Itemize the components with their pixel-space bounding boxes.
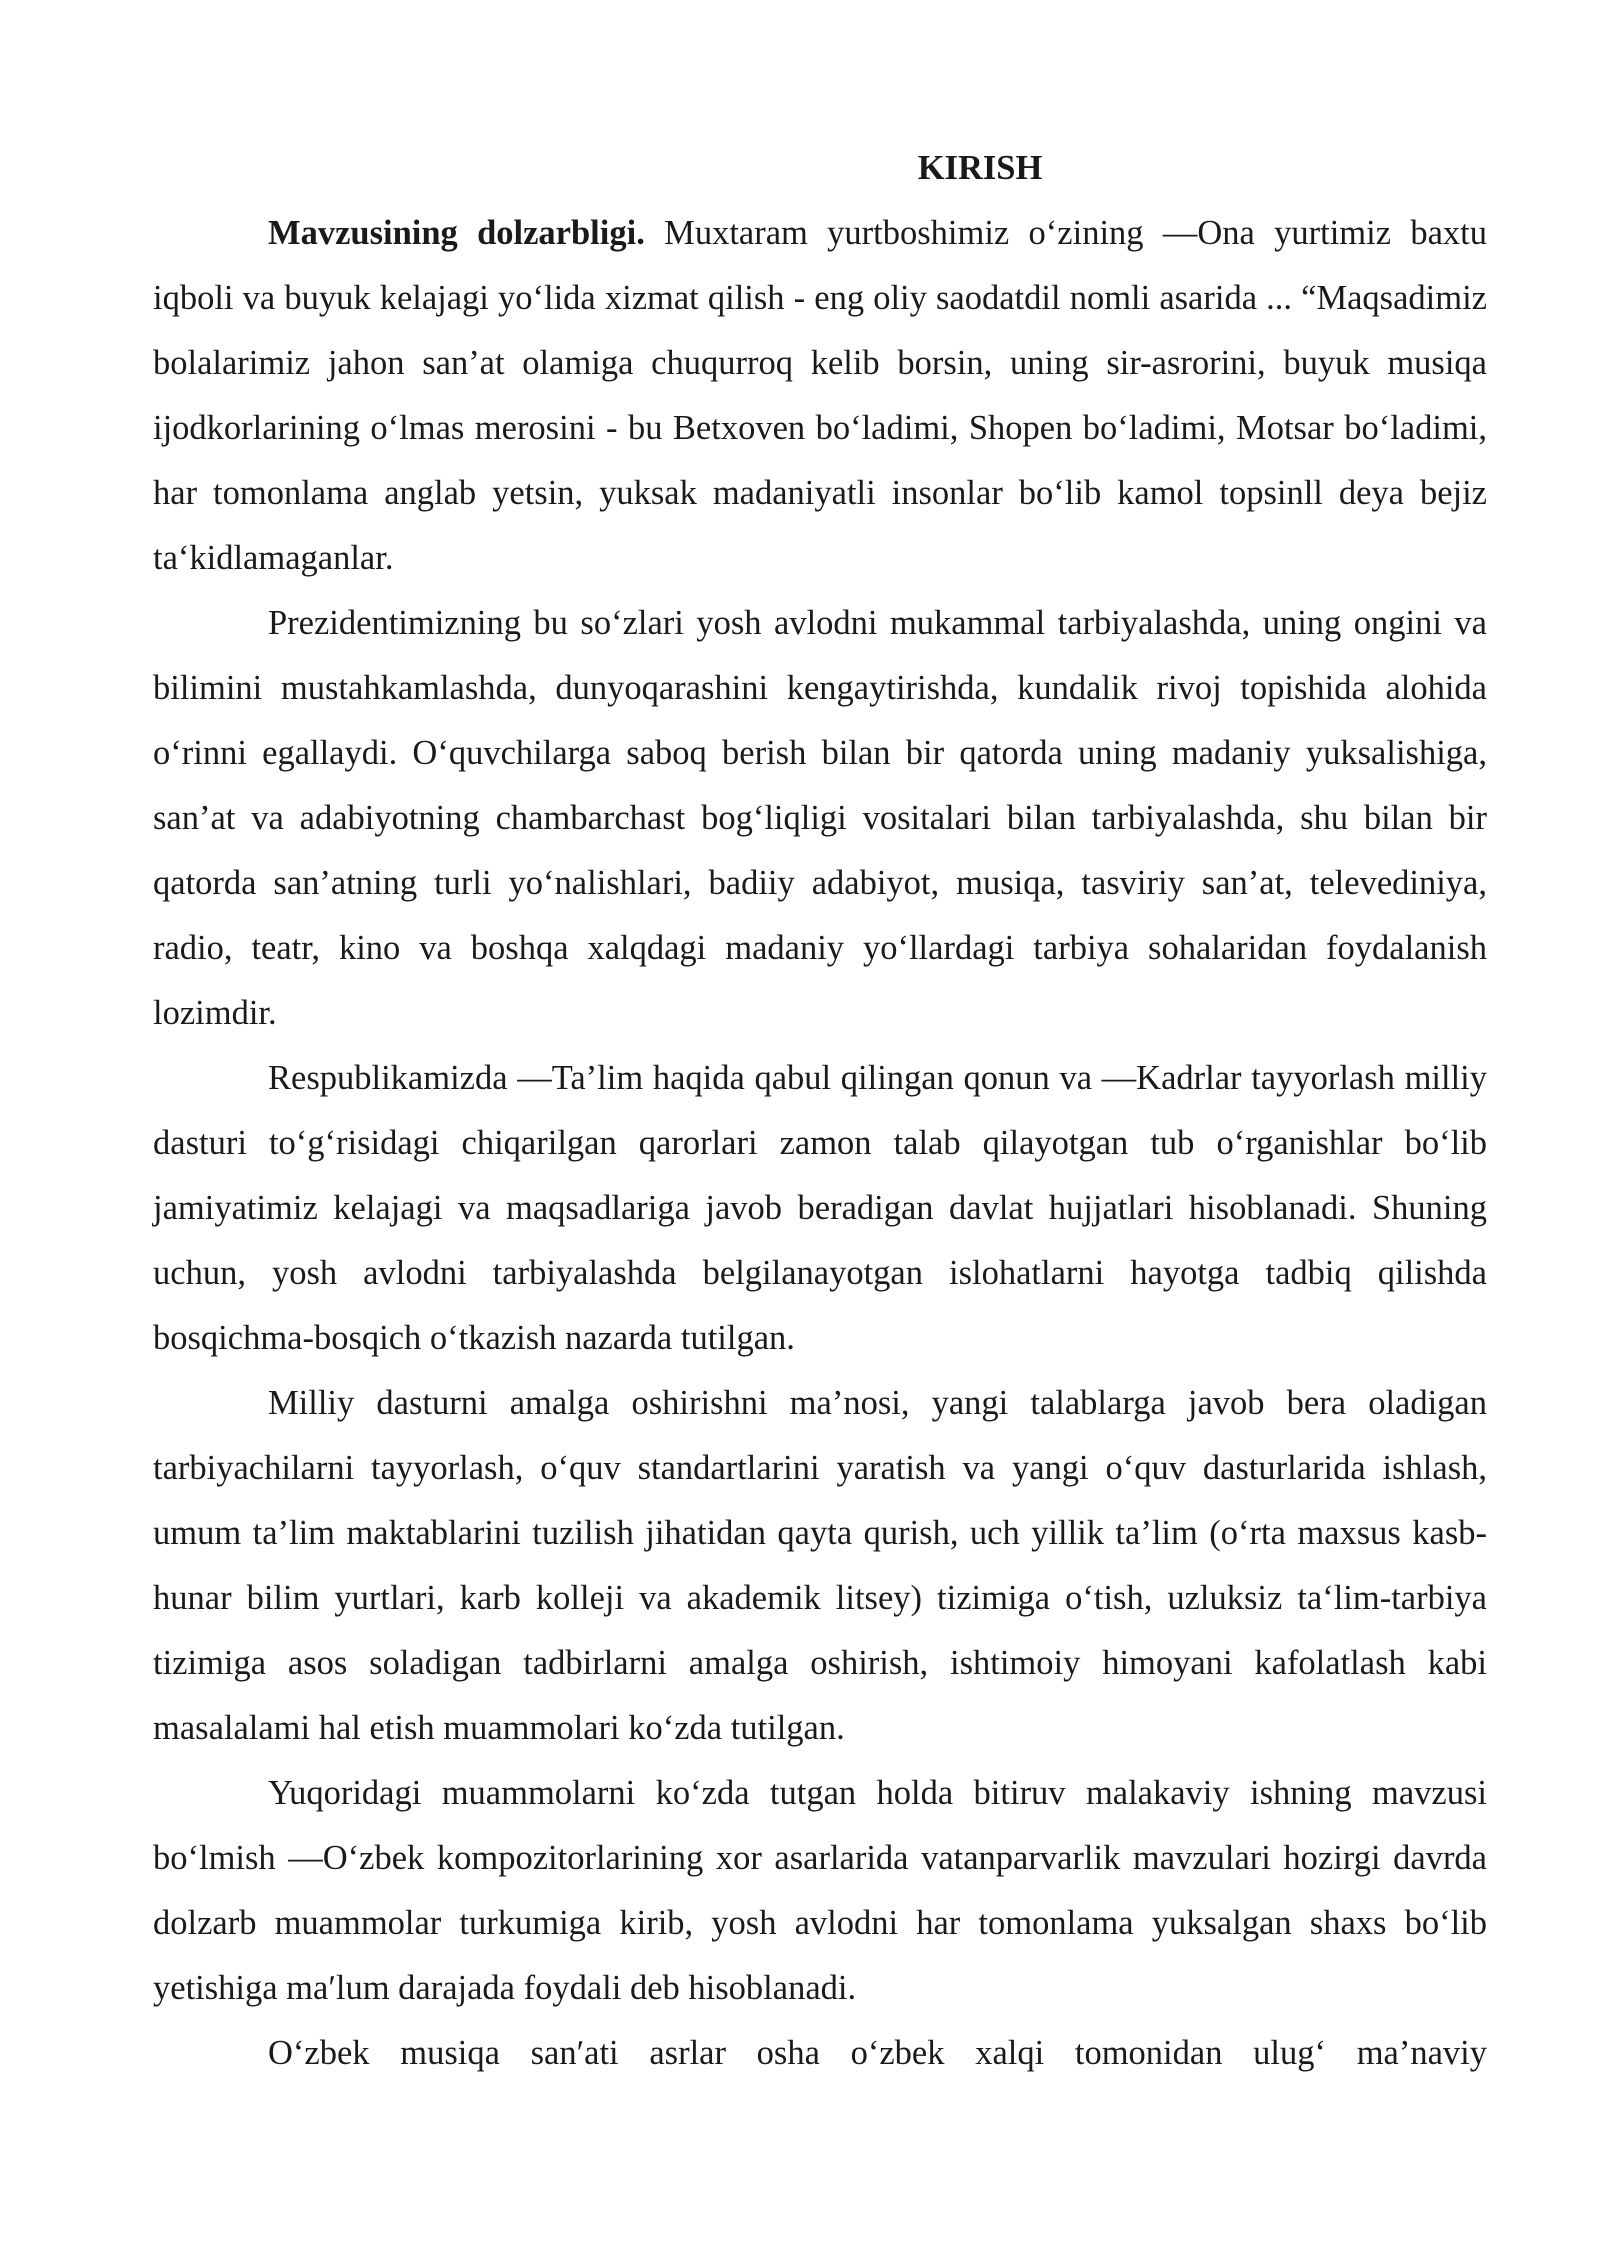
paragraph-text: Muxtaram yurtboshimiz o‘zining ―Ona yurtimiz baxtu iqboli va buyuk kelajagi yo‘lida xizmat qilish - eng oliy saodatdil nomli asarida ... “Maqsadimiz bolalarimiz jahon san’at olamiga chuqurroq kelib borsin, uning sir-asrorini, buyuk musiqa ijodkorlarining o‘lmas merosini - bu Betxoven bo‘ladimi, Shopen bo‘ladimi, Motsar bo‘ladimi, har tomonlama anglab yetsin, yuksak madaniyatli insonlar bo‘lib kamol topsinll deya bejiz ta‘kidlamaganlar. — [153, 214, 1487, 577]
paragraph — [153, 591, 1487, 1046]
paragraph-text: Prezidentimizning bu so‘zlari yosh avlodni mukammal tarbiyalashda, uning ongini va bilimini mustahkamlashda, dunyoqarashini kengaytirishda, kundalik rivoj topishida alohida o‘rinni egallaydi. O‘quvchilarga saboq berish bilan bir qatorda uning madaniy yuksalishiga, san’at va adabiyotning chambarchast bog‘liqligi vositalari bilan tarbiyalashda, shu bilan bir qatorda san’atning turli yo‘nalishlari, badiiy adabiyot, musiqa, tasviriy san’at, televediniya, radio, teatr, kino va boshqa xalqdagi madaniy yo‘llardagi tarbiya sohalaridan foydalanish lozimdir. — [153, 604, 1487, 1032]
paragraph — [153, 1761, 1487, 2021]
paragraph-text: Respublikamizda ―Ta’lim haqida qabul qilingan qonun va ―Kadrlar tayyorlash milliy dasturi to‘g‘risidagi chiqarilgan qarorlari zamon talab qilayotgan tub o‘rganishlar bo‘lib jamiyatimiz kelajagi va maqsadlariga javob beradigan davlat hujjatlari hisoblanadi. Shuning uchun, yosh avlodni tarbiyalashda belgilanayotgan islohatlarni hayotga tadbiq qilishda bosqichma-bosqich o‘tkazish nazarda tutilgan. — [153, 1059, 1487, 1357]
paragraph-relevance — [153, 201, 1487, 591]
paragraph-text: Yuqoridagi muammolarni ko‘zda tutgan holda bitiruv malakaviy ishning mavzusi bo‘lmish ―O‘zbek kompozitorlarining xor asarlarida vatanparvarlik mavzulari hozirgi davrda dolzarb muammolar turkumiga kirib, yosh avlodni har tomonlama yuksalgan shaxs bo‘lib yetishiga maʹlum darajada foydali deb hisoblanadi. — [153, 1774, 1487, 2007]
paragraph — [153, 2021, 1487, 2086]
document-title: KIRISH — [917, 149, 1043, 187]
paragraph — [153, 1046, 1487, 1371]
paragraph-text: O‘zbek musiqa sanʹati asrlar osha o‘zbek xalqi tomonidan ulug‘ ma’naviy — [268, 2034, 1487, 2072]
paragraph-lead: Mavzusining dolzarbligi. — [268, 214, 645, 252]
paragraph-text: Milliy dasturni amalga oshirishni ma’nosi, yangi talablarga javob bera oladigan tarbiyachilarni tayyorlash, o‘quv standartlarini yaratish va yangi o‘quv dasturlarida ishlash, umum ta’lim maktablarini tuzilish jihatidan qayta qurish, uch yillik ta’lim (o‘rta maxsus kasb-hunar bilim yurtlari, karb kolleji va akademik litsey) tizimiga o‘tish, uzluksiz ta‘lim-tarbiya tizimiga asos soladigan tadbirlarni amalga oshirish, ishtimoiy himoyani kafolatlash kabi masalalami hal etish muammolari ko‘zda tutilgan. — [153, 1384, 1487, 1747]
document-body — [153, 136, 1487, 2086]
paragraph — [153, 1371, 1487, 1761]
